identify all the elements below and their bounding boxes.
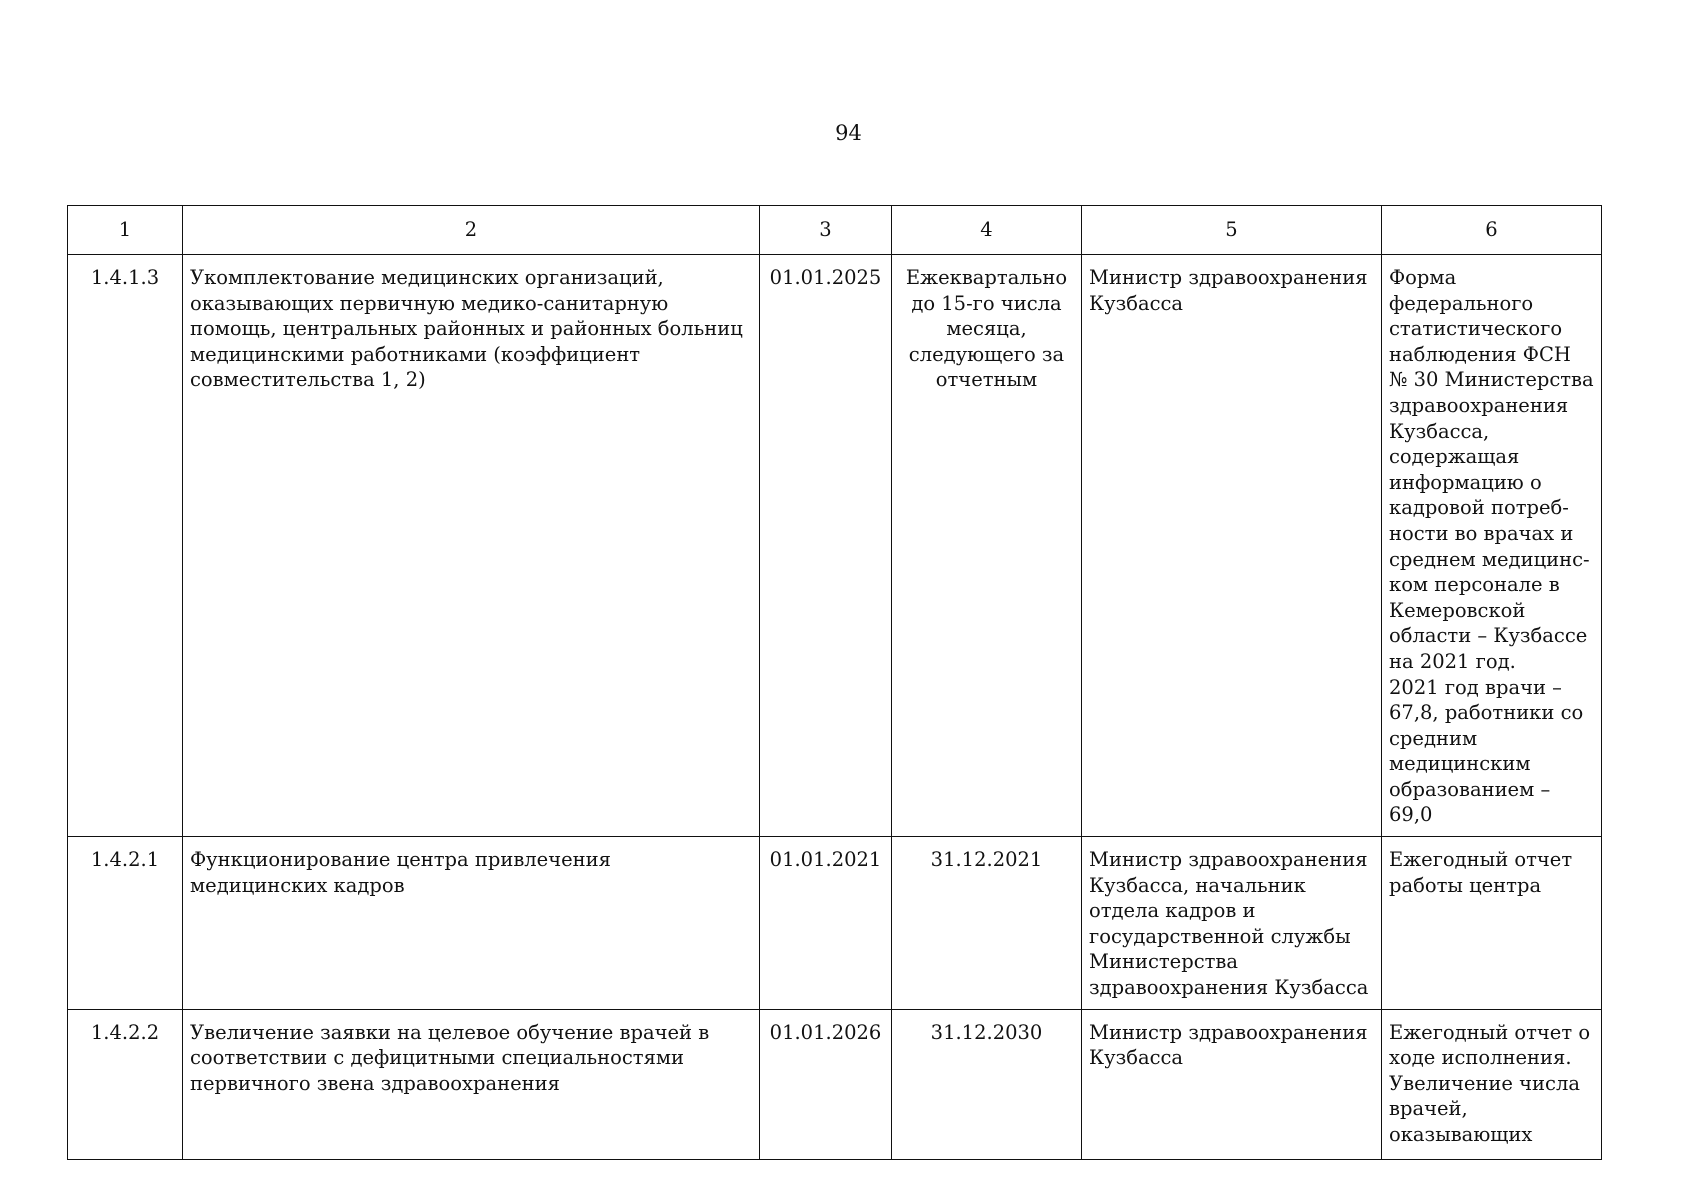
column-header-6: 6: [1382, 206, 1602, 255]
table-header-row: [68, 206, 1602, 255]
column-header-3: 3: [760, 206, 892, 255]
end-date: 31.12.2030: [892, 1009, 1082, 1159]
table-row: [68, 1009, 1602, 1159]
row-number: 1.4.2.2: [68, 1009, 183, 1159]
responsible-person: Министр здравоохранения Кузбасса: [1082, 255, 1382, 837]
plan-table: [67, 205, 1602, 1160]
start-date: 01.01.2025: [760, 255, 892, 837]
end-date: Ежеквартально до 15-го числа месяца, следующего за отчетным: [892, 255, 1082, 837]
responsible-person: Министр здравоохранения Кузбасса: [1082, 1009, 1382, 1159]
start-date: 01.01.2026: [760, 1009, 892, 1159]
page-number: 94: [835, 121, 862, 145]
row-number: 1.4.1.3: [68, 255, 183, 837]
activity-description: Укомплектование медицинских организаций, оказывающих первичную медико-санитарную помощь, центральных районных и районных больниц медицинскими работниками (коэффициент совместительства 1, 2): [183, 255, 760, 837]
table-row: [68, 837, 1602, 1010]
expected-result: Ежегодный отчет о ходе исполнения. Увеличение числа врачей, оказывающих: [1382, 1009, 1602, 1159]
activity-description: Увеличение заявки на целевое обучение врачей в соответствии с дефицитными специальностями первичного звена здравоохранения: [183, 1009, 760, 1159]
column-header-2: 2: [183, 206, 760, 255]
end-date: 31.12.2021: [892, 837, 1082, 1010]
column-header-4: 4: [892, 206, 1082, 255]
row-number: 1.4.2.1: [68, 837, 183, 1010]
activity-description: Функционирование центра привлечения медицинских кадров: [183, 837, 760, 1010]
column-header-1: 1: [68, 206, 183, 255]
responsible-person: Министр здравоохранения Кузбасса, начальник отдела кадров и государственной службы Министерства здравоохранения Кузбасса: [1082, 837, 1382, 1010]
start-date: 01.01.2021: [760, 837, 892, 1010]
table-row: [68, 255, 1602, 837]
expected-result: Форма федерального статистического наблюдения ФСН № 30 Министерства здравоохранения Кузбасса, содержащая информацию о кадровой потреб-ности во врачах и среднем медицинс-ком персонале в Кемеровской области – Кузбассе на 2021 год. 2021 год врачи – 67,8, работники со средним медицинским образованием – 69,0: [1382, 255, 1602, 837]
column-header-5: 5: [1082, 206, 1382, 255]
expected-result: Ежегодный отчет работы центра: [1382, 837, 1602, 1010]
